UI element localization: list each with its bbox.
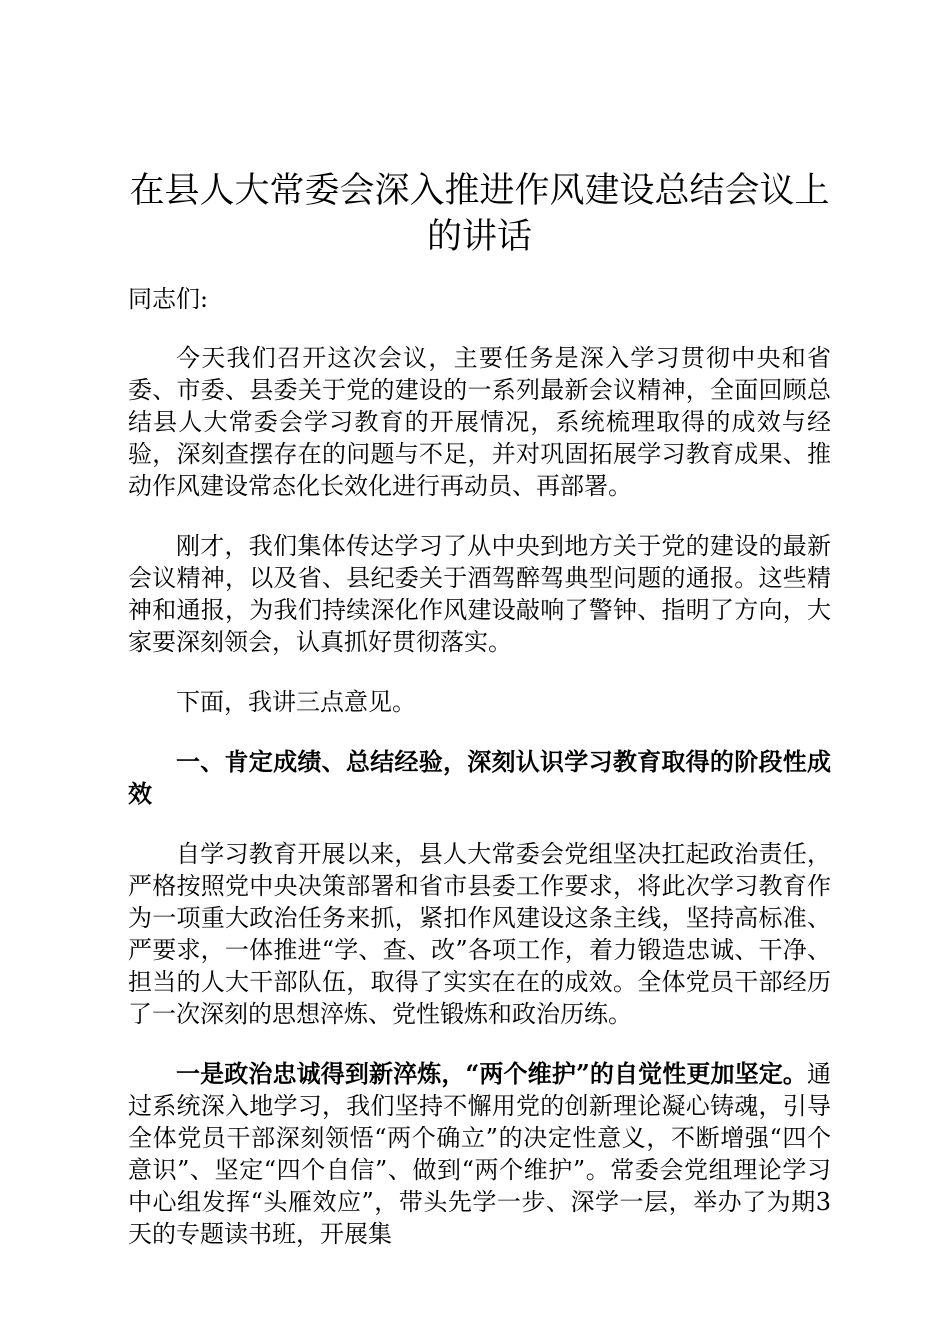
paragraph-opening: 今天我们召开这次会议，主要任务是深入学习贯彻中央和省委、市委、县委关于党的建设的一系列最新会议精神，全面回顾总结县人大常委会学习教育的开展情况，系统梳理取得的成效与经验，深刻查摆存在的问题与不足，并对巩固拓展学习教育成果、推动作风建设常态化长效化进行再动员、再部署。 [128, 344, 831, 500]
salutation: 同志们: [128, 285, 209, 313]
section-heading-1: 一、肯定成绩、总结经验，深刻认识学习教育取得的阶段性成效 [128, 747, 831, 808]
paragraph-outline: 下面，我讲三点意见。 [176, 688, 416, 716]
paragraph-body-text: 通过系统深入地学习，我们坚持不懈用党的创新理论凝心铸魂，引导全体党员干部深刻领悟“两个确立”的决定性意义，不断增强“四个意识”、坚定“四个自信”、做到“两个维护”。常委会党组理论学习中心组发挥“头雁效应”，带头先学一步、深学一层，举办了为期3天的专题读书班，开展集 [128, 1060, 831, 1248]
paragraph-briefing: 刚才，我们集体传达学习了从中央到地方关于党的建设的最新会议精神，以及省、县纪委关于酒驾醉驾典型问题的通报。这些精神和通报，为我们持续深化作风建设敲响了警钟、指明了方向，大家要深刻领会，认真抓好贯彻落实。 [128, 532, 831, 656]
paragraph-lead-sentence: 一是政治忠诚得到新淬炼，“两个维护”的自觉性更加坚定。 [176, 1059, 807, 1088]
document-title: 在县人大常委会深入推进作风建设总结会议上的讲话 [129, 171, 830, 257]
paragraph-political-loyalty [128, 1058, 831, 1250]
document-page [128, 168, 831, 1250]
paragraph-achievements: 自学习教育开展以来，县人大常委会党组坚决扛起政治责任，严格按照党中央决策部署和省市县委工作要求，将此次学习教育作为一项重大政治任务来抓，紧扣作风建设这条主线，坚持高标准、严要求，一体推进“学、查、改”各项工作，着力锻造忠诚、干净、担当的人大干部队伍，取得了实实在在的成效。全体党员干部经历了一次深刻的思想淬炼、党性锻炼和政治历练。 [128, 840, 831, 1028]
